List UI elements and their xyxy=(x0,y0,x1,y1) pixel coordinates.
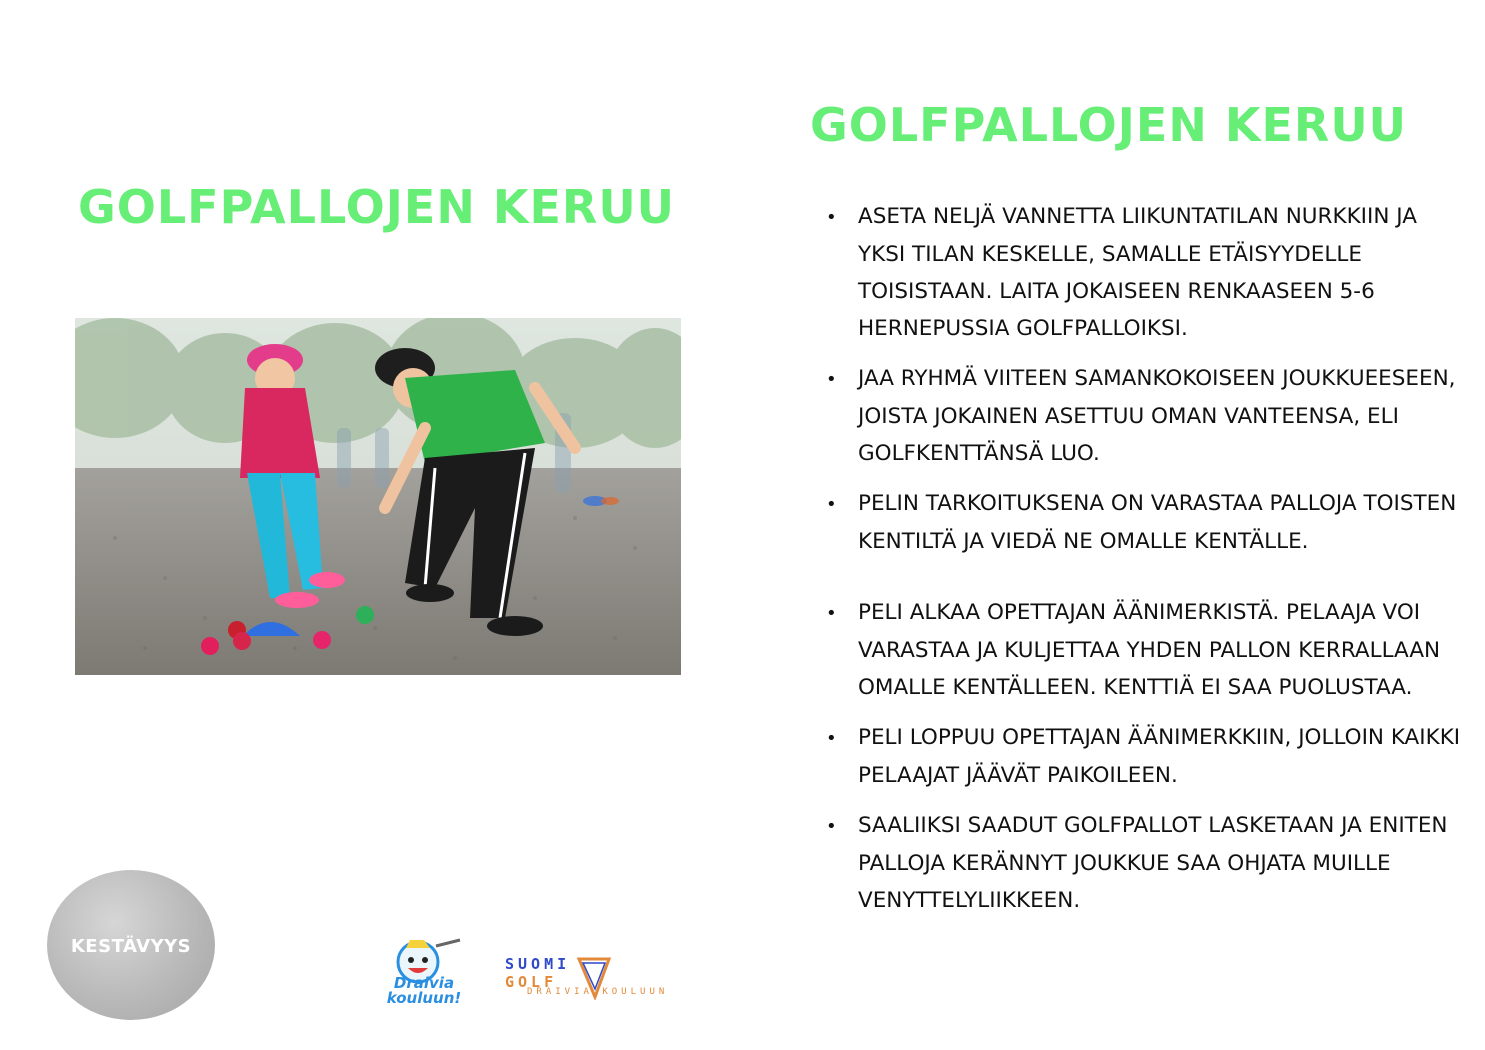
list-item: • JAA RYHMÄ VIITEEN SAMANKOKOISEEN JOUKKUEESEEN, JOISTA JOKAINEN ASETTUU OMAN VANTEENSA, ELI GOLFKENTTÄNSÄ LUO. xyxy=(822,360,1470,472)
golf-text: GOLF xyxy=(505,973,558,991)
children-playing-photo xyxy=(75,318,681,675)
page-title-right: GOLFPALLOJEN KERUU xyxy=(810,98,1408,152)
list-item: • PELIN TARKOITUKSENA ON VARASTAA PALLOJA TOISTEN KENTILTÄ JA VIEDÄ NE OMALLE KENTÄLLE. xyxy=(822,485,1470,560)
list-item: • PELI LOPPUU OPETTAJAN ÄÄNIMERKKIIN, JOLLOIN KAIKKI PELAAJAT JÄÄVÄT PAIKOILEEN. xyxy=(822,719,1470,794)
suomi-golf-logo xyxy=(505,955,670,1005)
category-label: KESTÄVYYS xyxy=(70,936,192,957)
suomi-golf-subtitle: DRAIVIA KOULUUN xyxy=(527,987,669,997)
list-item: • ASETA NELJÄ VANNETTA LIIKUNTATILAN NURKKIIN JA YKSI TILAN KESKELLE, SAMALLE ETÄISYYDELLE TOISISTAAN. LAITA JOKAISEEN RENKAASEEN 5-6 HERNEPUSSIA GOLFPALLOIKSI. xyxy=(822,198,1470,347)
suomi-text: SUOMI xyxy=(505,955,571,973)
page-title-left: GOLFPALLOJEN KERUU xyxy=(78,180,676,234)
draivia-kouluun-logo xyxy=(368,938,473,1016)
instructions-list xyxy=(790,198,1470,932)
list-item: • PELI ALKAA OPETTAJAN ÄÄNIMERKISTÄ. PELAAJA VOI VARASTAA JA KULJETTAA YHDEN PALLON KERRALLAAN OMALLE KENTÄLLEEN. KENTTIÄ EI SAA PUOLUSTAA. xyxy=(822,594,1470,706)
category-badge xyxy=(47,870,215,1020)
list-item: • SAALIIKSI SAADUT GOLFPALLOT LASKETAAN JA ENITEN PALLOJA KERÄNNYT JOUKKUE SAA OHJATA MUILLE VENYTTELYLIIKKEEN. xyxy=(822,807,1470,919)
draivia-logo-text: Draivia kouluun! xyxy=(386,974,462,1007)
